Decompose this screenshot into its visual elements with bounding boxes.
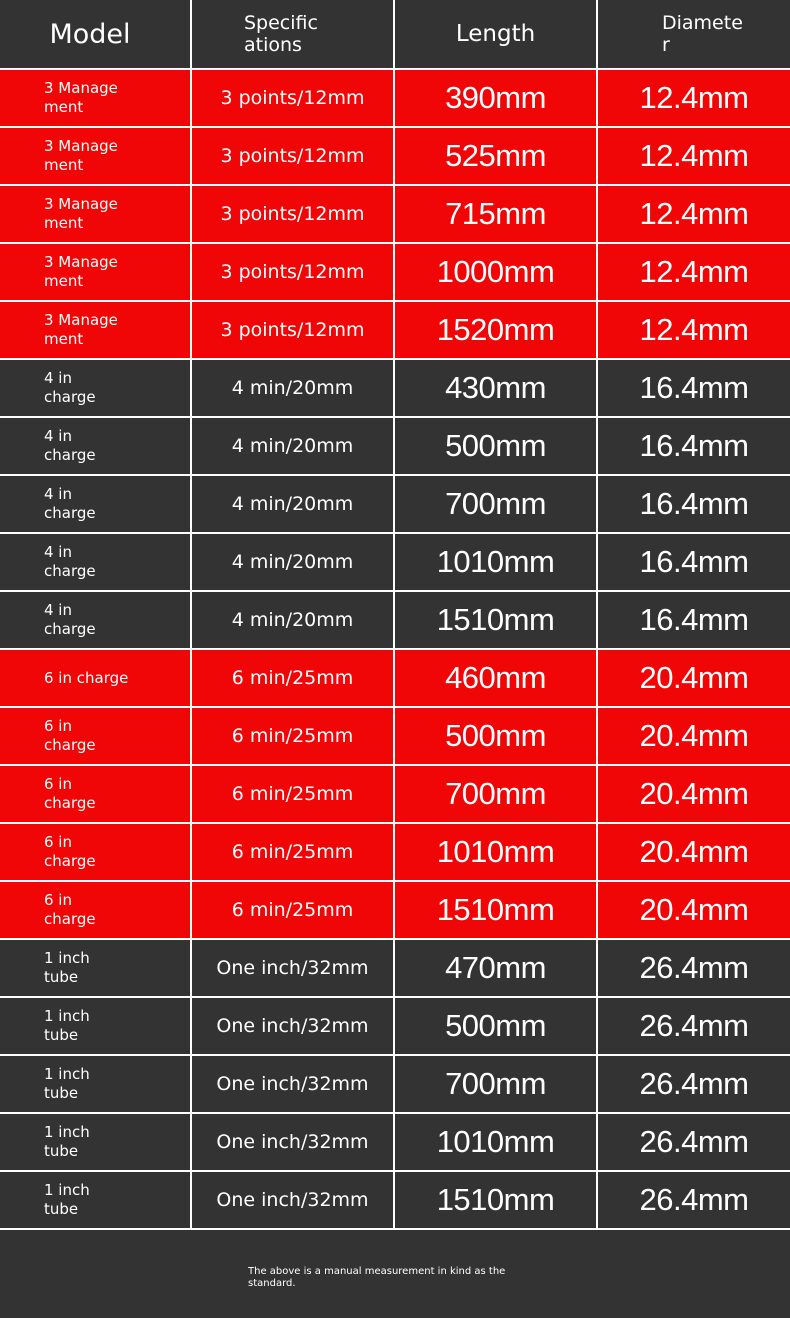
diameter-cell-text: 16.4mm <box>639 602 749 637</box>
length-cell <box>393 1056 596 1112</box>
diameter-cell <box>596 302 790 358</box>
model-cell <box>0 592 190 648</box>
spec-cell-text: 6 min/25mm <box>231 725 354 747</box>
length-cell-text: 700mm <box>445 776 546 811</box>
table-row <box>0 708 790 766</box>
model-cell-text: 6 in charge <box>44 891 96 928</box>
table-row <box>0 244 790 302</box>
model-cell-text: 4 in charge <box>44 427 96 464</box>
spec-cell <box>190 70 393 126</box>
diameter-cell <box>596 940 790 996</box>
length-cell <box>393 70 596 126</box>
spec-cell <box>190 244 393 300</box>
diameter-cell <box>596 882 790 938</box>
model-cell-text: 6 in charge <box>44 668 129 687</box>
length-cell-text: 700mm <box>445 486 546 521</box>
diameter-cell-text: 12.4mm <box>639 312 749 347</box>
diameter-cell <box>596 244 790 300</box>
model-cell-text: 1 inch tube <box>44 1123 90 1160</box>
spec-cell-text: One inch/32mm <box>216 1015 369 1037</box>
length-cell <box>393 476 596 532</box>
spec-cell-text: 6 min/25mm <box>231 667 354 689</box>
length-cell <box>393 1114 596 1170</box>
length-cell <box>393 360 596 416</box>
spec-cell-text: One inch/32mm <box>216 1073 369 1095</box>
diameter-cell-text: 26.4mm <box>639 950 749 985</box>
model-cell-text: 3 Manage ment <box>44 79 118 116</box>
length-cell-text: 1510mm <box>436 602 555 637</box>
diameter-cell-text: 12.4mm <box>639 196 749 231</box>
diameter-cell-text: 12.4mm <box>639 254 749 289</box>
spec-cell <box>190 1056 393 1112</box>
diameter-cell-text: 16.4mm <box>639 370 749 405</box>
spec-cell <box>190 766 393 822</box>
length-cell-text: 1520mm <box>436 312 555 347</box>
spec-cell <box>190 940 393 996</box>
table-row <box>0 1056 790 1114</box>
diameter-cell <box>596 592 790 648</box>
model-cell-text: 6 in charge <box>44 775 96 812</box>
diameter-cell <box>596 128 790 184</box>
length-cell <box>393 824 596 880</box>
length-cell <box>393 940 596 996</box>
spec-cell-text: One inch/32mm <box>216 1189 369 1211</box>
model-cell <box>0 882 190 938</box>
model-cell-text: 6 in charge <box>44 717 96 754</box>
length-cell <box>393 650 596 706</box>
header-diameter: Diamete r <box>596 0 790 68</box>
table-row <box>0 882 790 940</box>
diameter-cell <box>596 360 790 416</box>
model-cell-text: 1 inch tube <box>44 1065 90 1102</box>
length-cell-text: 1010mm <box>436 544 555 579</box>
model-cell-text: 3 Manage ment <box>44 195 118 232</box>
spec-cell-text: 3 points/12mm <box>220 203 365 225</box>
spec-cell-text: 4 min/20mm <box>231 435 354 457</box>
model-cell <box>0 650 190 706</box>
model-cell <box>0 418 190 474</box>
length-cell-text: 460mm <box>445 660 546 695</box>
model-cell <box>0 70 190 126</box>
spec-cell <box>190 708 393 764</box>
model-cell-text: 1 inch tube <box>44 949 90 986</box>
spec-cell <box>190 1172 393 1228</box>
length-cell <box>393 708 596 764</box>
spec-cell <box>190 128 393 184</box>
spec-cell-text: One inch/32mm <box>216 957 369 979</box>
table-row <box>0 186 790 244</box>
length-cell-text: 390mm <box>445 80 546 115</box>
diameter-cell-text: 20.4mm <box>639 834 749 869</box>
length-cell <box>393 1172 596 1228</box>
table-row <box>0 940 790 998</box>
model-cell <box>0 824 190 880</box>
spec-cell-text: 3 points/12mm <box>220 87 365 109</box>
spec-cell <box>190 998 393 1054</box>
diameter-cell <box>596 476 790 532</box>
length-cell-text: 500mm <box>445 1008 546 1043</box>
spec-cell-text: 3 points/12mm <box>220 261 365 283</box>
spec-cell-text: 6 min/25mm <box>231 899 354 921</box>
table-row <box>0 534 790 592</box>
length-cell-text: 700mm <box>445 1066 546 1101</box>
header-length: Length <box>393 0 596 68</box>
model-cell-text: 3 Manage ment <box>44 311 118 348</box>
spec-cell-text: 4 min/20mm <box>231 377 354 399</box>
spec-cell <box>190 418 393 474</box>
model-cell <box>0 302 190 358</box>
length-cell-text: 1010mm <box>436 1124 555 1159</box>
model-cell <box>0 128 190 184</box>
length-cell <box>393 534 596 590</box>
spec-cell-text: 6 min/25mm <box>231 783 354 805</box>
length-cell <box>393 882 596 938</box>
diameter-cell-text: 20.4mm <box>639 660 749 695</box>
spec-cell-text: 4 min/20mm <box>231 551 354 573</box>
table-row <box>0 128 790 186</box>
diameter-cell <box>596 650 790 706</box>
spec-cell <box>190 302 393 358</box>
table-row <box>0 476 790 534</box>
spec-cell-text: 4 min/20mm <box>231 609 354 631</box>
diameter-cell-text: 20.4mm <box>639 892 749 927</box>
model-cell-text: 1 inch tube <box>44 1007 90 1044</box>
model-cell <box>0 476 190 532</box>
model-cell <box>0 940 190 996</box>
diameter-cell <box>596 1056 790 1112</box>
length-cell <box>393 998 596 1054</box>
model-cell-text: 1 inch tube <box>44 1181 90 1218</box>
diameter-cell <box>596 998 790 1054</box>
table-row <box>0 70 790 128</box>
length-cell-text: 1510mm <box>436 892 555 927</box>
length-cell-text: 715mm <box>445 196 546 231</box>
table-row <box>0 766 790 824</box>
length-cell-text: 430mm <box>445 370 546 405</box>
spec-cell-text: 3 points/12mm <box>220 319 365 341</box>
model-cell <box>0 766 190 822</box>
spec-cell <box>190 186 393 242</box>
length-cell-text: 1510mm <box>436 1182 555 1217</box>
diameter-cell-text: 26.4mm <box>639 1066 749 1101</box>
length-cell <box>393 128 596 184</box>
length-cell <box>393 766 596 822</box>
table-row <box>0 824 790 882</box>
model-cell <box>0 998 190 1054</box>
diameter-cell-text: 20.4mm <box>639 718 749 753</box>
spec-cell-text: 3 points/12mm <box>220 145 365 167</box>
header-model: Model <box>49 18 131 50</box>
model-cell-text: 4 in charge <box>44 485 96 522</box>
table-row <box>0 1172 790 1230</box>
model-cell-text: 4 in charge <box>44 369 96 406</box>
table-row <box>0 418 790 476</box>
diameter-cell-text: 12.4mm <box>639 80 749 115</box>
length-cell <box>393 244 596 300</box>
length-cell <box>393 302 596 358</box>
model-cell <box>0 1172 190 1228</box>
spec-cell <box>190 476 393 532</box>
model-cell-text: 3 Manage ment <box>44 137 118 174</box>
length-cell-text: 1000mm <box>436 254 555 289</box>
footnote: The above is a manual measurement in kind as the standard. <box>248 1266 506 1289</box>
spec-cell <box>190 534 393 590</box>
diameter-cell <box>596 534 790 590</box>
diameter-cell-text: 16.4mm <box>639 486 749 521</box>
diameter-cell-text: 26.4mm <box>639 1008 749 1043</box>
spec-cell-text: 4 min/20mm <box>231 493 354 515</box>
model-cell-text: 3 Manage ment <box>44 253 118 290</box>
diameter-cell <box>596 1172 790 1228</box>
model-cell-text: 4 in charge <box>44 543 96 580</box>
length-cell-text: 500mm <box>445 428 546 463</box>
diameter-cell-text: 26.4mm <box>639 1182 749 1217</box>
diameter-cell-text: 26.4mm <box>639 1124 749 1159</box>
diameter-cell <box>596 418 790 474</box>
length-cell <box>393 186 596 242</box>
model-cell <box>0 708 190 764</box>
length-cell-text: 500mm <box>445 718 546 753</box>
diameter-cell-text: 16.4mm <box>639 544 749 579</box>
model-cell <box>0 360 190 416</box>
spec-cell <box>190 882 393 938</box>
length-cell <box>393 592 596 648</box>
model-cell <box>0 534 190 590</box>
model-cell <box>0 1056 190 1112</box>
length-cell-text: 1010mm <box>436 834 555 869</box>
spec-cell <box>190 1114 393 1170</box>
table-header <box>0 0 790 70</box>
model-cell-text: 4 in charge <box>44 601 96 638</box>
length-cell <box>393 418 596 474</box>
diameter-cell <box>596 766 790 822</box>
model-cell-text: 6 in charge <box>44 833 96 870</box>
table-row <box>0 1114 790 1172</box>
spec-cell <box>190 592 393 648</box>
diameter-cell-text: 16.4mm <box>639 428 749 463</box>
diameter-cell <box>596 824 790 880</box>
length-cell-text: 525mm <box>445 138 546 173</box>
diameter-cell-text: 12.4mm <box>639 138 749 173</box>
diameter-cell <box>596 708 790 764</box>
spec-cell <box>190 824 393 880</box>
header-specifications: Specific ations <box>190 0 393 68</box>
spec-cell-text: 6 min/25mm <box>231 841 354 863</box>
diameter-cell <box>596 70 790 126</box>
model-cell <box>0 244 190 300</box>
model-cell <box>0 1114 190 1170</box>
spec-cell <box>190 360 393 416</box>
diameter-cell <box>596 186 790 242</box>
diameter-cell-text: 20.4mm <box>639 776 749 811</box>
model-cell <box>0 186 190 242</box>
diameter-cell <box>596 1114 790 1170</box>
spec-cell-text: One inch/32mm <box>216 1131 369 1153</box>
table-row <box>0 998 790 1056</box>
table-row <box>0 592 790 650</box>
spec-cell <box>190 650 393 706</box>
length-cell-text: 470mm <box>445 950 546 985</box>
table-row <box>0 302 790 360</box>
table-row <box>0 360 790 418</box>
table-row <box>0 650 790 708</box>
